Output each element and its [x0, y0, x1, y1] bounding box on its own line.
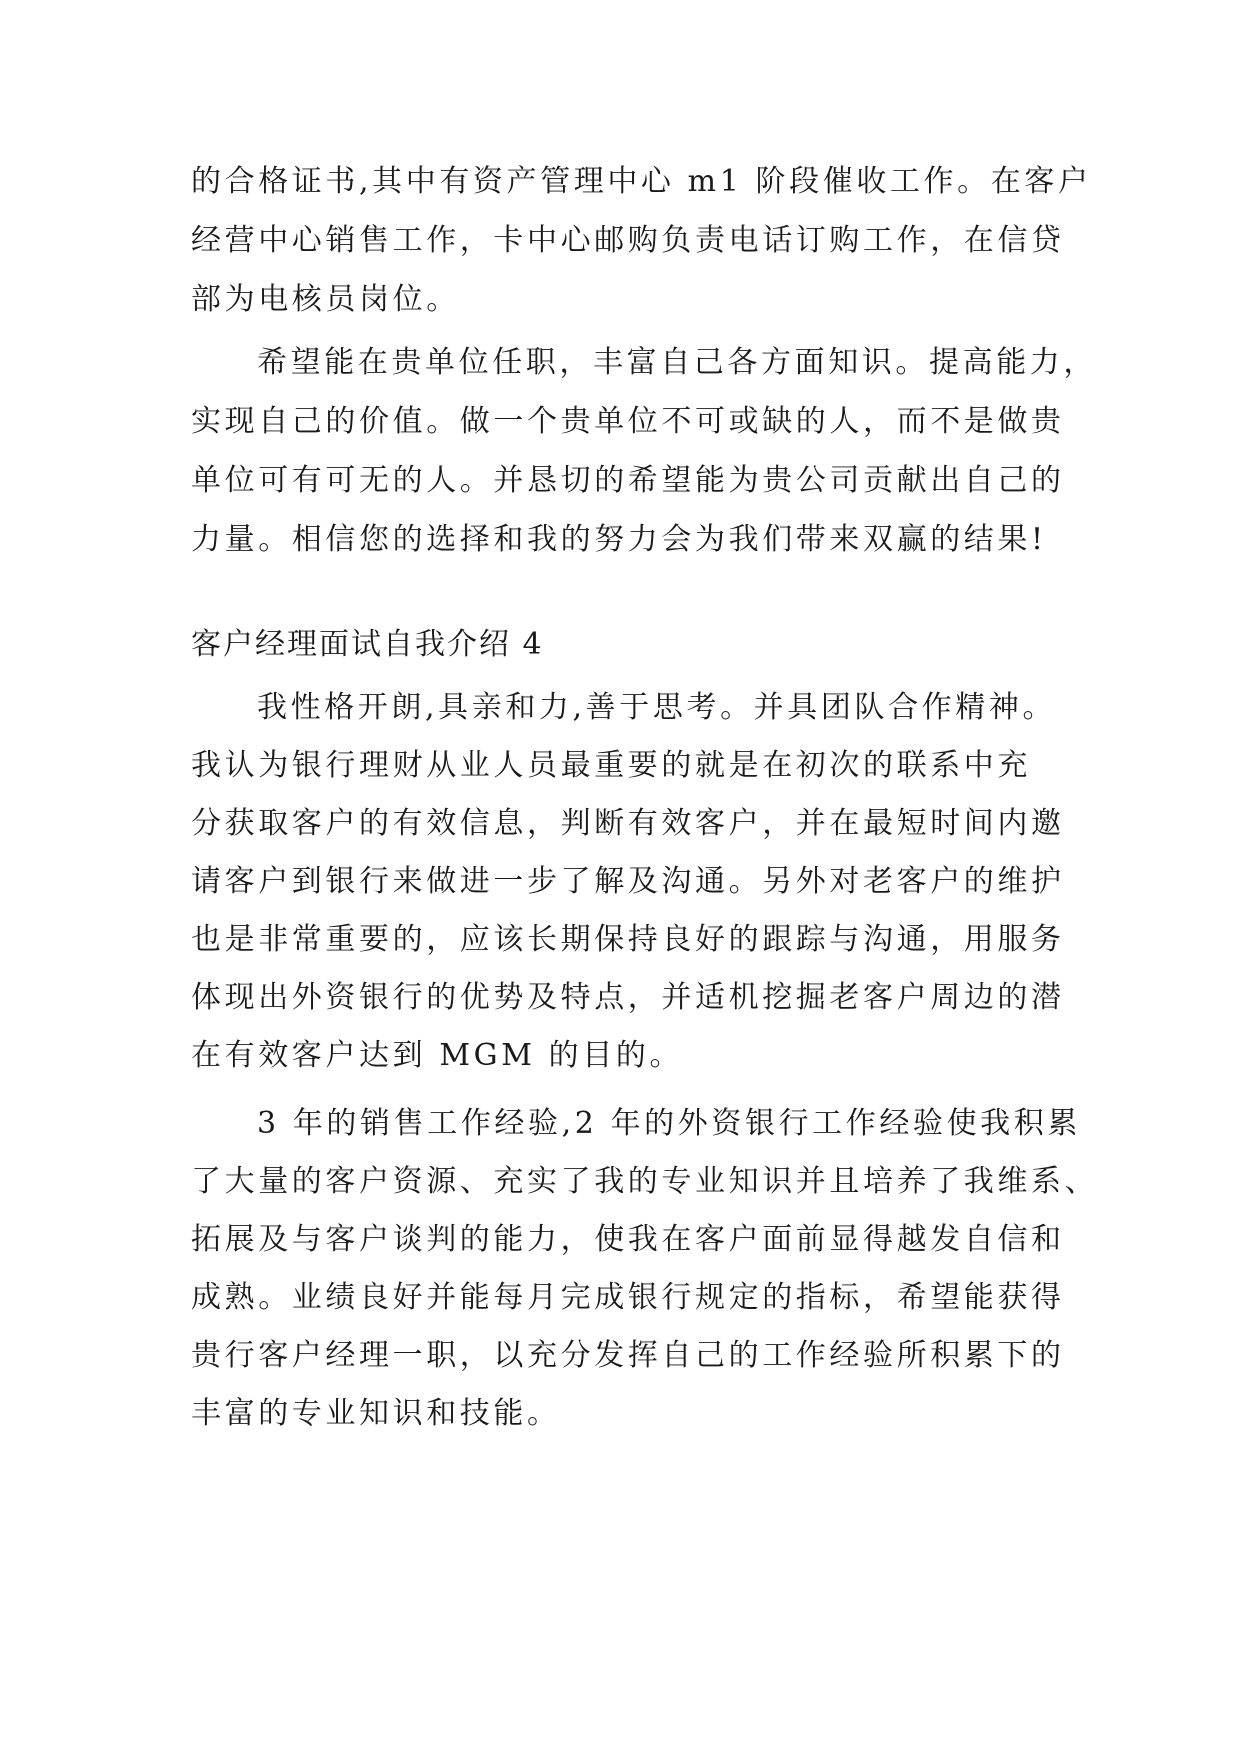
- paragraph-line: 在有效客户达到 MGM 的目的。: [191, 1038, 684, 1073]
- paragraph-line: 也是非常重要的，应该长期保持良好的跟踪与沟通，用服务: [191, 922, 1065, 957]
- paragraph-line: 力量。相信您的选择和我的努力会为我们带来双赢的结果!: [191, 522, 1047, 557]
- paragraph-line: 单位可有可无的人。并恳切的希望能为贵公司贡献出自己的: [191, 463, 1065, 498]
- paragraph-line: 丰富的专业知识和技能。: [191, 1396, 561, 1431]
- paragraph-line: 请客户到银行来做进一步了解及沟通。另外对老客户的维护: [191, 864, 1065, 899]
- paragraph-line: 成熟。业绩良好并能每月完成银行规定的指标，希望能获得: [191, 1280, 1065, 1315]
- paragraph-line: 希望能在贵单位任职，丰富自己各方面知识。提高能力，: [257, 345, 1097, 380]
- paragraph-line: 拓展及与客户谈判的能力，使我在客户面前显得越发自信和: [191, 1222, 1065, 1257]
- section-heading: 客户经理面试自我介绍 4: [191, 627, 544, 662]
- paragraph-line: 分获取客户的有效信息，判断有效客户，并在最短时间内邀: [191, 806, 1065, 841]
- paragraph-line: 了大量的客户资源、充实了我的专业知识并且培养了我维系、: [191, 1164, 1099, 1199]
- paragraph-line: 部为电核员岗位。: [191, 282, 460, 317]
- paragraph-line: 贵行客户经理一职，以充分发挥自己的工作经验所积累下的: [191, 1338, 1065, 1373]
- paragraph-line: 体现出外资银行的优势及特点，并适机挖掘老客户周边的潜: [191, 980, 1065, 1015]
- paragraph-line: 我性格开朗,具亲和力,善于思考。并具团队合作精神。: [257, 690, 1057, 725]
- paragraph-line: 的合格证书,其中有资产管理中心 m1 阶段催收工作。在客户: [191, 164, 1092, 199]
- paragraph-line: 经营中心销售工作，卡中心邮购负责电话订购工作，在信贷: [191, 223, 1065, 258]
- paragraph-line: 3 年的销售工作经验,2 年的外资银行工作经验使我积累: [257, 1106, 1081, 1141]
- paragraph-line: 我认为银行理财从业人员最重要的就是在初次的联系中充: [191, 748, 1031, 783]
- paragraph-line: 实现自己的价值。做一个贵单位不可或缺的人，而不是做贵: [191, 404, 1065, 439]
